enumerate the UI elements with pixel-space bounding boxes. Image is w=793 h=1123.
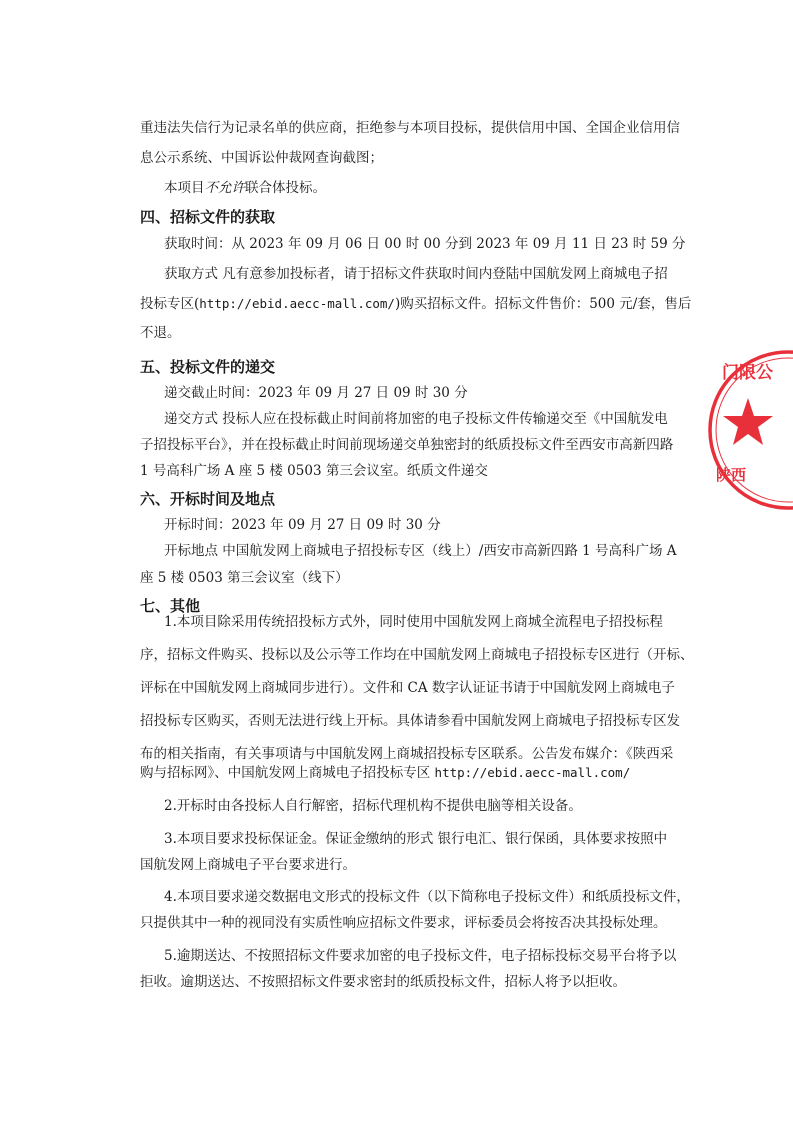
other-item-5: 5.逾期送达、不按照招标文件要求加密的电子投标文件，电子招标投标交易平台将予以 [164, 948, 677, 964]
opening-time: 开标时间：2023 年 09 月 27 日 09 时 30 分 [164, 517, 441, 533]
submit-method: 递交方式 投标人应在投标截止时间前将加密的电子投标文件传输递交至《中国航发电 [164, 411, 668, 427]
opening-place: 开标地点 中国航发网上商城电子招投标专区（线上）/西安市高新四路 1 号高科广场 A [164, 543, 677, 559]
submit-method-cont: 子招投标平台》，并在投标截止时间前现场递交单独密封的纸质投标文件至西安市高新四路 [140, 437, 674, 453]
other-item-1-cont: 评标在中国航发网上商城同步进行）。文件和 CA 数字认证证书请于中国航发网上商城电子 [140, 680, 675, 696]
other-item-1-cont: 招投标专区购买，否则无法进行线上开标。具体请参看中国航发网上商城电子招投标专区发 [140, 713, 680, 729]
other-item-3-cont: 国航发网上商城电子平台要求进行。 [140, 857, 356, 873]
other-item-1-end [140, 763, 700, 783]
other-item-4: 4.本项目要求递交数据电文形式的投标文件（以下简称电子投标文件）和纸质投标文件， [164, 889, 690, 905]
seal-top-text: 门限公 [722, 363, 773, 383]
section-heading: 七、其他 [140, 597, 201, 615]
section-heading: 四、招标文件的获取 [140, 208, 276, 226]
intro-line: 重违法失信行为记录名单的供应商，拒绝参与本项目投标，提供信用中国、全国企业信用信 [140, 120, 680, 136]
other-item-3: 3.本项目要求投标保证金。保证金缴纳的形式 银行电汇、银行保函，具体要求按照中 [164, 831, 668, 847]
submit-deadline: 递交截止时间：2023 年 09 月 27 日 09 时 30 分 [164, 385, 468, 401]
section-heading: 六、开标时间及地点 [140, 490, 276, 508]
obtain-method: 获取方式 凡有意参加投标者，请于招标文件获取时间内登陆中国航发网上商城电子招 [164, 266, 668, 282]
other-item-1-cont: 布的相关指南，有关事项请与中国航发网上商城招投标专区联系。公告发布媒介：《陕西采 [140, 746, 674, 762]
intro-line: 息公示系统、中国诉讼仲裁网查询截图； [140, 150, 383, 166]
media-pre: 购与招标网》、中国航发网上商城电子招投标专区 [140, 765, 435, 781]
obtain-method-end: 不退。 [140, 325, 181, 341]
submit-method-end: 1 号高科广场 A 座 5 楼 0503 第三会议室。纸质文件递交 [140, 463, 488, 479]
official-seal [700, 340, 793, 520]
opening-place-cont: 座 5 楼 0503 第三会议室（线下） [140, 570, 349, 586]
other-item-1-cont: 序，招标文件购买、投标以及公示等工作均在中国航发网上商城电子招投标专区进行（开标、 [140, 647, 694, 663]
other-item-5-cont: 拒收。逾期送达、不按照招标文件要求密封的纸质投标文件，招标人将予以拒收。 [140, 974, 626, 990]
section-heading: 五、投标文件的递交 [140, 358, 276, 376]
other-item-1: 1.本项目除采用传统招投标方式外，同时使用中国航发网上商城全流程电子招投标程 [164, 614, 663, 630]
ebid-link[interactable]: http://ebid.aecc-mall.com/ [199, 296, 395, 311]
consortium-note [164, 178, 700, 198]
obtain-method-cont [140, 294, 700, 314]
other-item-4-cont: 只提供其中一种的视同没有实质性响应招标文件要求，评标委员会将按否决其投标处理。 [140, 915, 667, 931]
seal-bottom-text: 陕西 [716, 466, 747, 484]
obtain-post: )购买招标文件。招标文件售价：500 元/套，售后 [394, 296, 692, 312]
seal-star-icon [723, 398, 773, 445]
other-item-2: 2.开标时由各投标人自行解密，招标代理机构不提供电脑等相关设备。 [164, 798, 582, 814]
obtain-time: 获取时间：从 2023 年 09 月 06 日 00 时 00 分到 2023 年 09 月 11 日 23 时 59 分 [164, 236, 686, 252]
consortium-note-emphasis: 不允许 [204, 180, 245, 196]
ebid-link[interactable]: http://ebid.aecc-mall.com/ [434, 765, 631, 780]
consortium-note-post: 联合体投标。 [245, 180, 326, 196]
obtain-pre: 投标专区( [140, 296, 200, 312]
consortium-note-pre: 本项目 [164, 180, 205, 196]
